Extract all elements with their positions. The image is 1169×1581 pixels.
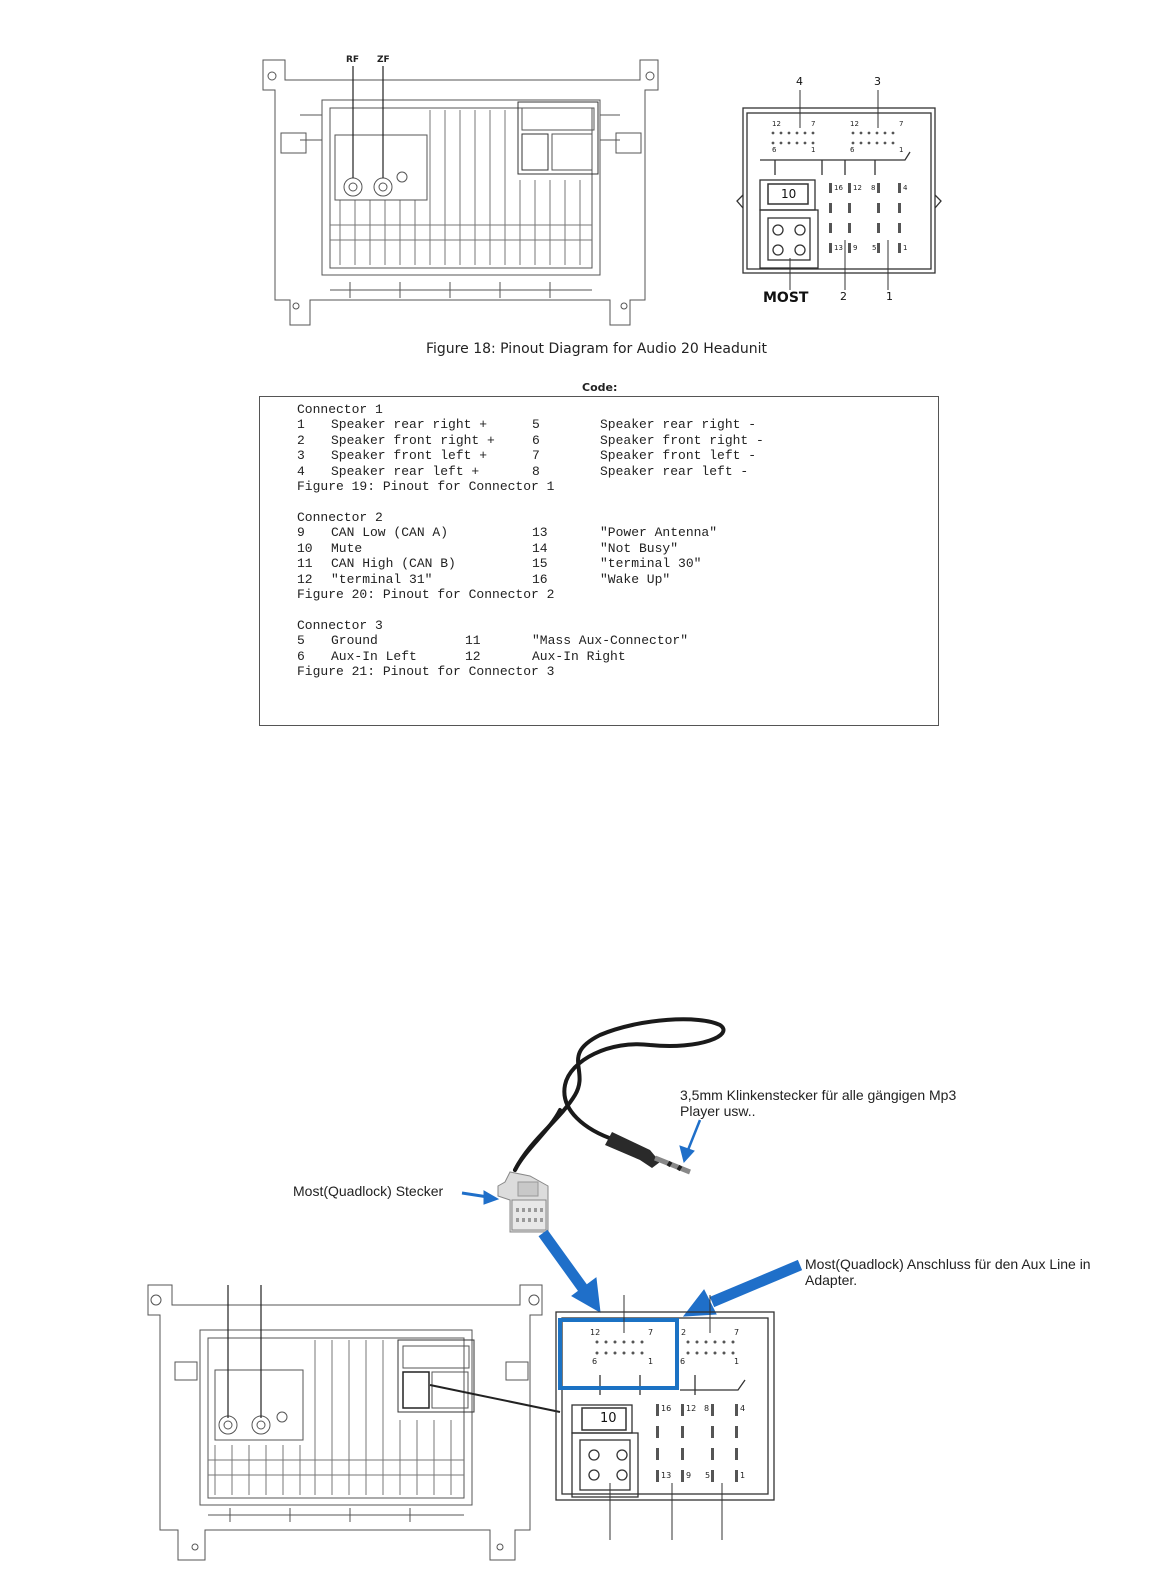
- figure-18-caption: Figure 18: Pinout Diagram for Audio 20 Headunit: [426, 341, 767, 357]
- c1-label: Speaker rear left +: [331, 464, 480, 479]
- figure-21-caption: Figure 21: Pinout for Connector 3: [297, 664, 555, 679]
- c2-pin: 12: [297, 572, 313, 587]
- c1-pin: 5: [532, 417, 540, 432]
- c1-label: Speaker front right -: [600, 433, 764, 448]
- c2-pin: 15: [532, 556, 548, 571]
- pin-label: 7: [899, 120, 904, 128]
- c1-pin: 8: [532, 464, 540, 479]
- pin-label: 1: [648, 1357, 654, 1366]
- pin-label: 1: [734, 1357, 740, 1366]
- c1-label: Speaker front left +: [331, 448, 488, 463]
- c1-label: Speaker front right +: [331, 433, 495, 448]
- c2-pin: 10: [297, 541, 313, 556]
- c2-pin: 14: [532, 541, 548, 556]
- c2-label: "terminal 31": [331, 572, 433, 587]
- c1-label: Speaker rear right +: [331, 417, 488, 432]
- pin-label-10: 10: [600, 1411, 617, 1426]
- c2-label: "Power Antenna": [600, 525, 718, 540]
- pin-label: 6: [772, 146, 777, 154]
- aux-adapter-drawing: [0, 1000, 1169, 1581]
- c1-pin: 1: [297, 417, 305, 432]
- pin-label: 7: [811, 120, 816, 128]
- c2-pin: 11: [297, 556, 313, 571]
- c1-label: Speaker rear right -: [600, 417, 757, 432]
- plug-note: Most(Quadlock) Stecker: [293, 1183, 444, 1199]
- code-box: [259, 396, 939, 726]
- c2-label: "Not Busy": [600, 541, 679, 556]
- pin-label: 1: [899, 146, 904, 154]
- pin-label: 4: [740, 1404, 746, 1413]
- c1-label: Speaker rear left -: [600, 464, 749, 479]
- pin-label: 12: [590, 1328, 601, 1337]
- c2-pin: 13: [532, 525, 548, 540]
- headunit-rear-drawing: [0, 0, 1169, 360]
- pin-label: 8: [704, 1404, 710, 1413]
- pin-label: 5: [872, 244, 877, 252]
- pin-label-10: 10: [781, 187, 797, 201]
- pin-label: 2: [681, 1328, 687, 1337]
- pin-label: 7: [648, 1328, 654, 1337]
- c1-label: Speaker front left -: [600, 448, 757, 463]
- pin-label: 6: [592, 1357, 598, 1366]
- connector-number-3: 3: [874, 75, 881, 88]
- c3-label: Aux-In Left: [331, 649, 417, 664]
- pin-label: 12: [772, 120, 781, 128]
- pin-label: 12: [853, 184, 862, 192]
- pin-label: 13: [834, 244, 843, 252]
- pin-label: 1: [903, 244, 908, 252]
- c2-label: CAN Low (CAN A): [331, 525, 449, 540]
- connector-number-1: 1: [886, 290, 893, 303]
- c2-label: Mute: [331, 541, 363, 556]
- top-diagram: [0, 0, 1169, 360]
- c3-label: Aux-In Right: [532, 649, 626, 664]
- code-heading: Code:: [582, 381, 618, 394]
- connector3-title: Connector 3: [297, 618, 383, 633]
- pin-label: 5: [705, 1471, 711, 1480]
- pin-label: 1: [811, 146, 816, 154]
- c1-pin: 6: [532, 433, 540, 448]
- connector1-title: Connector 1: [297, 402, 383, 417]
- antenna-label-zf: ZF: [377, 55, 390, 65]
- pin-label: 6: [850, 146, 855, 154]
- antenna-label-rf: RF: [346, 55, 360, 65]
- pin-label: 6: [680, 1357, 686, 1366]
- most-label: MOST: [763, 290, 809, 306]
- pin-label: 4: [903, 184, 908, 192]
- pin-label: 13: [661, 1471, 672, 1480]
- c2-label: "Wake Up": [600, 572, 671, 587]
- jack-note: 3,5mm Klinkenstecker für alle gängigen Mp3 Player usw..: [680, 1087, 957, 1119]
- c2-pin: 16: [532, 572, 548, 587]
- c3-pin: 12: [465, 649, 481, 664]
- c3-pin: 6: [297, 649, 305, 664]
- c3-label: Ground: [331, 633, 378, 648]
- c2-label: CAN High (CAN B): [331, 556, 456, 571]
- c1-pin: 7: [532, 448, 540, 463]
- bottom-diagram: [0, 1000, 1169, 1581]
- c2-label: "terminal 30": [600, 556, 702, 571]
- c3-pin: 11: [465, 633, 481, 648]
- c1-pin: 2: [297, 433, 305, 448]
- port-note: Most(Quadlock) Anschluss für den Aux Line in Adapter.: [805, 1256, 1091, 1288]
- c3-pin: 5: [297, 633, 305, 648]
- c1-pin: 3: [297, 448, 305, 463]
- c2-pin: 9: [297, 525, 305, 540]
- pin-label: 16: [661, 1404, 672, 1413]
- figure-19-caption: Figure 19: Pinout for Connector 1: [297, 479, 555, 494]
- pin-label: 16: [834, 184, 843, 192]
- connector2-title: Connector 2: [297, 510, 383, 525]
- pin-label: 8: [871, 184, 876, 192]
- pin-label: 7: [734, 1328, 740, 1337]
- figure-20-caption: Figure 20: Pinout for Connector 2: [297, 587, 555, 602]
- pin-label: 9: [686, 1471, 692, 1480]
- pin-label: 12: [686, 1404, 697, 1413]
- connector-number-4: 4: [796, 75, 803, 88]
- c3-label: "Mass Aux-Connector": [532, 633, 689, 648]
- c1-pin: 4: [297, 464, 305, 479]
- pin-label: 9: [853, 244, 858, 252]
- connector-number-2: 2: [840, 290, 847, 303]
- pin-label: 12: [850, 120, 859, 128]
- pin-label: 1: [740, 1471, 746, 1480]
